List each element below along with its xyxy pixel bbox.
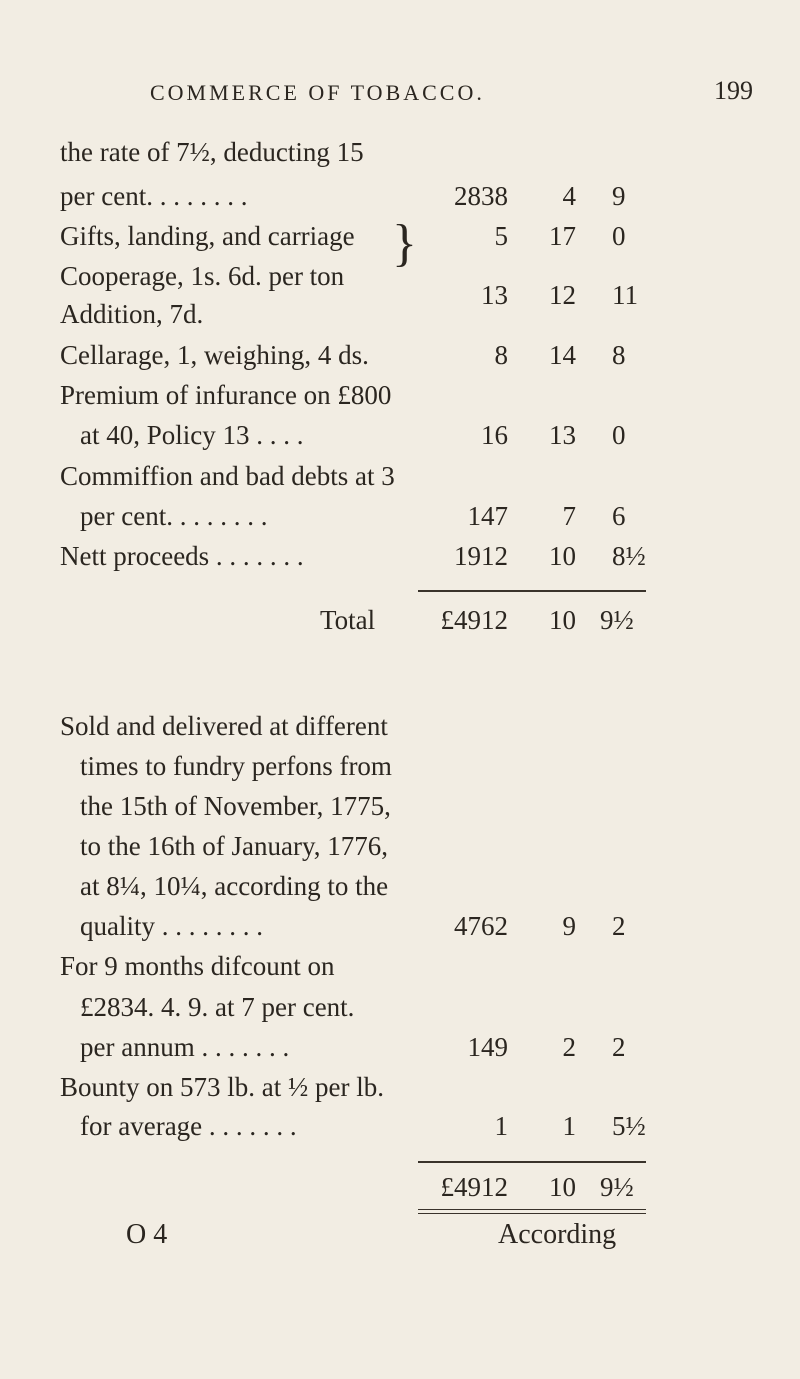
line-text: at 8¼, 10¼, according to the xyxy=(80,871,389,901)
total-pence: 9½ xyxy=(600,605,634,635)
line-text: £2834. 4. 9. at 7 per cent. xyxy=(80,992,355,1022)
pence-value: 0 xyxy=(612,221,626,251)
pounds-value: 16 xyxy=(481,420,508,450)
line-text: the rate of 7½, deducting 15 xyxy=(60,137,364,167)
pounds-value: 4762 xyxy=(454,911,508,941)
shillings-value: 7 xyxy=(562,501,576,531)
catchword: According xyxy=(498,1219,617,1250)
line-text: to the 16th of January, 1776, xyxy=(80,831,388,861)
sum-rule xyxy=(418,590,646,592)
shillings-value: 14 xyxy=(549,340,576,370)
pence-value: 0 xyxy=(612,420,626,450)
line-text: Commiffion and bad debts at 3 xyxy=(60,461,395,491)
pounds-value: 1912 xyxy=(454,541,508,571)
shillings-value: 13 xyxy=(549,420,576,450)
total-label: Total xyxy=(320,605,376,635)
double-rule-bottom xyxy=(418,1213,646,1214)
line-text: at 40, Policy 13 . . . . xyxy=(80,420,304,450)
line-text: Cooperage, 1s. 6d. per ton xyxy=(60,261,345,291)
pounds-value: 1 xyxy=(494,1111,508,1141)
total-pounds: £4912 xyxy=(440,1172,508,1202)
line-text: quality . . . . . . . . xyxy=(80,911,263,941)
pence-value: 6 xyxy=(612,501,626,531)
line-text: Cellarage, 1, weighing, 4 ds. xyxy=(60,340,369,370)
shillings-value: 12 xyxy=(549,280,576,310)
line-text: Sold and delivered at different xyxy=(60,711,388,741)
total-shillings: 10 xyxy=(549,605,576,635)
pence-value: 9 xyxy=(612,181,626,211)
pence-value: 2 xyxy=(612,1032,626,1062)
sum-rule xyxy=(418,1161,646,1163)
shillings-value: 4 xyxy=(562,181,576,211)
line-text: per cent. . . . . . . . xyxy=(60,181,248,211)
line-text: the 15th of November, 1775, xyxy=(80,791,391,821)
shillings-value: 10 xyxy=(549,541,576,571)
shillings-value: 9 xyxy=(562,911,576,941)
pence-value: 2 xyxy=(612,911,626,941)
line-text: Nett proceeds . . . . . . . xyxy=(60,541,304,571)
pounds-value: 149 xyxy=(467,1032,508,1062)
line-text: Premium of infurance on £800 xyxy=(60,380,392,410)
pounds-value: 2838 xyxy=(454,181,508,211)
total-shillings: 10 xyxy=(549,1172,576,1202)
signature-mark: O 4 xyxy=(126,1219,168,1250)
line-text: Bounty on 573 lb. at ½ per lb. xyxy=(60,1072,384,1102)
running-head: COMMERCE OF TOBACCO. xyxy=(150,80,485,105)
shillings-value: 1 xyxy=(562,1111,576,1141)
pounds-value: 13 xyxy=(481,280,508,310)
line-text: per annum . . . . . . . xyxy=(80,1032,290,1062)
shillings-value: 17 xyxy=(549,221,576,251)
line-text: Gifts, landing, and carriage xyxy=(60,221,355,251)
pounds-value: 147 xyxy=(467,501,508,531)
brace-mark: } xyxy=(392,215,417,272)
line-text: For 9 months difcount on xyxy=(60,951,335,981)
double-rule-top xyxy=(418,1209,646,1210)
page-number: 199 xyxy=(714,76,753,105)
line-text: times to fundry perfons from xyxy=(80,751,392,781)
line-text: per cent. . . . . . . . xyxy=(80,501,268,531)
pounds-value: 5 xyxy=(494,221,508,251)
pence-value: 8½ xyxy=(612,541,646,571)
total-pence: 9½ xyxy=(600,1172,634,1202)
total-pounds: £4912 xyxy=(440,605,508,635)
shillings-value: 2 xyxy=(562,1032,576,1062)
line-text: for average . . . . . . . xyxy=(80,1111,297,1141)
pence-value: 8 xyxy=(612,340,626,370)
pounds-value: 8 xyxy=(494,340,508,370)
line-text: Addition, 7d. xyxy=(60,299,204,329)
pence-value: 11 xyxy=(612,280,638,310)
pence-value: 5½ xyxy=(612,1111,646,1141)
